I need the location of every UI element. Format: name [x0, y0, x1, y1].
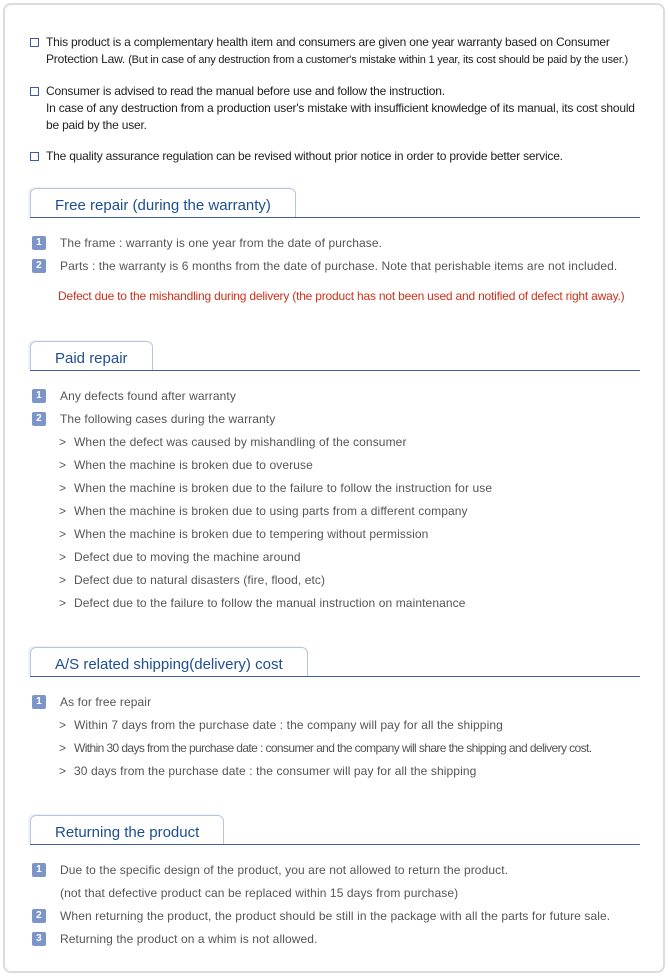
list-item: [30, 408, 640, 431]
list-item: [30, 385, 640, 408]
section-divider: [30, 217, 640, 218]
case-text: When the machine is broken due to using parts from a different company: [74, 504, 468, 518]
item-text: The frame : warranty is one year from the date of purchase.: [60, 236, 383, 250]
number-badge: 2: [32, 909, 46, 923]
free-repair-section: [30, 188, 640, 308]
case-text: 30 days from the purchase date : the consumer will pay for all the shipping: [74, 764, 477, 778]
list-item: [30, 255, 640, 278]
section-divider: [30, 844, 640, 845]
returning-section: [30, 815, 640, 951]
note-item: [30, 34, 650, 69]
number-badge: 1: [32, 863, 46, 877]
list-item: [30, 859, 640, 882]
case-text: When the defect was caused by mishandling of the consumer: [74, 435, 407, 449]
delivery-defect-note: Defect due to the mishandling during delivery (the product has not been used and notified of defect right away.): [58, 289, 625, 303]
shipping-cost-section: [30, 647, 640, 783]
case-text: Defect due to the failure to follow the manual instruction on maintenance: [74, 596, 466, 610]
case-item: [30, 500, 640, 523]
case-text: Within 30 days from the purchase date : consumer and the company will share the shipping and delivery cost.: [74, 741, 592, 755]
chevron-right-icon: >: [59, 596, 67, 610]
item-text: Parts : the warranty is 6 months from the date of purchase. Note that perishable items are not included.: [60, 259, 618, 273]
item-text: When returning the product, the product should be still in the package with all the parts for future sale.: [60, 909, 611, 923]
case-text: Defect due to natural disasters (fire, flood, etc): [74, 573, 326, 587]
chevron-right-icon: >: [59, 764, 67, 778]
list-item-continued: [30, 882, 640, 905]
square-bullet-icon: [30, 38, 39, 47]
case-text: When the machine is broken due to overuse: [74, 458, 313, 472]
note-text: This product is a complementary health item and consumers are given one year warranty based on Consumer Protection Law.: [46, 35, 610, 66]
section-title: Paid repair: [30, 341, 153, 371]
section-title: Free repair (during the warranty): [30, 188, 296, 218]
chevron-right-icon: >: [59, 718, 67, 732]
item-text: Returning the product on a whim is not allowed.: [60, 932, 318, 946]
chevron-right-icon: >: [59, 550, 67, 564]
case-text: Defect due to moving the machine around: [74, 550, 301, 564]
chevron-right-icon: >: [59, 504, 67, 518]
case-item: [30, 546, 640, 569]
list-item: [30, 905, 640, 928]
note-subtext: (But in case of any destruction from a customer's mistake within 1 year, its cost should be paid by the user.): [128, 54, 628, 66]
note-text: The quality assurance regulation can be revised without prior notice in order to provide better service.: [46, 149, 563, 163]
case-text: When the machine is broken due to the failure to follow the instruction for use: [74, 481, 493, 495]
chevron-right-icon: >: [59, 573, 67, 587]
case-text: When the machine is broken due to tempering without permission: [74, 527, 429, 541]
number-badge: 1: [32, 389, 46, 403]
note-subtext: In case of any destruction from a production user's mistake with insufficient knowledge of its manual, its cost should be paid by the user.: [46, 101, 635, 132]
paid-repair-section: [30, 341, 640, 615]
list-item: [30, 232, 640, 255]
case-item: [30, 714, 640, 737]
note-text: Consumer is advised to read the manual before use and follow the instruction.: [46, 84, 445, 98]
square-bullet-icon: [30, 152, 39, 161]
square-bullet-icon: [30, 87, 39, 96]
section-divider: [30, 676, 640, 677]
chevron-right-icon: >: [59, 481, 67, 495]
number-badge: 1: [32, 695, 46, 709]
case-item: [30, 454, 640, 477]
section-divider: [30, 370, 640, 371]
number-badge: 1: [32, 236, 46, 250]
case-item: [30, 592, 640, 615]
case-item: [30, 523, 640, 546]
item-text: Due to the specific design of the product, you are not allowed to return the product.: [60, 863, 509, 877]
chevron-right-icon: >: [59, 527, 67, 541]
number-badge: 2: [32, 412, 46, 426]
case-item: [30, 569, 640, 592]
case-item: [30, 431, 640, 454]
warranty-notes: [30, 34, 650, 179]
case-item: [30, 760, 640, 783]
number-badge: 3: [32, 932, 46, 946]
item-text: Any defects found after warranty: [60, 389, 236, 403]
note-item: [30, 83, 650, 134]
case-item: [30, 477, 640, 500]
section-title: Returning the product: [30, 815, 224, 845]
list-item: [30, 928, 640, 951]
chevron-right-icon: >: [59, 435, 67, 449]
case-item: [30, 737, 640, 760]
list-item: [30, 691, 640, 714]
item-subtext: (not that defective product can be replaced within 15 days from purchase): [60, 886, 459, 900]
chevron-right-icon: >: [59, 741, 66, 755]
section-title: A/S related shipping(delivery) cost: [30, 647, 308, 677]
item-text: As for free repair: [60, 695, 152, 709]
case-text: Within 7 days from the purchase date : the company will pay for all the shipping: [74, 718, 503, 732]
note-item: [30, 148, 650, 165]
number-badge: 2: [32, 259, 46, 273]
item-text: The following cases during the warranty: [60, 412, 276, 426]
chevron-right-icon: >: [59, 458, 67, 472]
